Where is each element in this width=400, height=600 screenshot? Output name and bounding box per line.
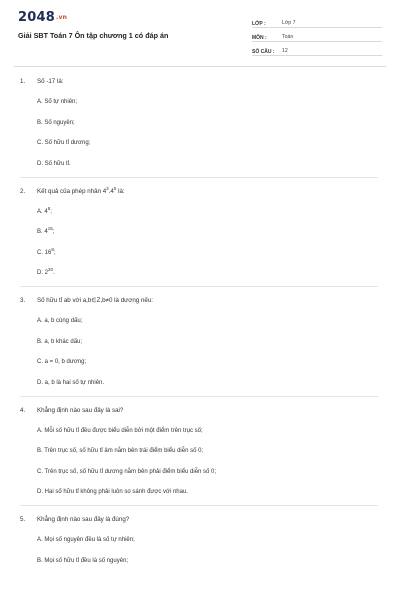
question-text: Khẳng định nào sau đây là đúng? [37, 516, 130, 523]
meta-value: 12 [282, 48, 288, 54]
document-title: Giải SBT Toán 7 Ôn tập chương 1 có đáp án [18, 31, 169, 40]
question-header [20, 185, 380, 196]
question-header [20, 516, 380, 524]
header-divider [14, 66, 386, 67]
question-number: 4. [20, 406, 26, 414]
question-list [20, 78, 380, 565]
meta-value: Lớp 7 [282, 20, 296, 26]
meta-row-subject [252, 30, 382, 42]
question-text: Số -17 là: [37, 78, 64, 85]
document-header [0, 0, 400, 62]
option-c[interactable]: C. Số hữu tỉ dương; [37, 140, 91, 146]
question-divider [20, 177, 378, 178]
question-5 [20, 516, 380, 565]
question-2 [20, 185, 380, 278]
option-list [37, 427, 380, 497]
option-a[interactable]: A. a, b cùng dấu; [37, 318, 83, 324]
option-a[interactable]: A. Mọi số nguyên đều là số tự nhiên; [37, 537, 135, 543]
option-a[interactable]: A. $4^8$; [37, 205, 52, 215]
option-d[interactable]: D. a, b là hai số tự nhiên. [37, 379, 105, 386]
option-a[interactable]: A. Số tự nhiên; [37, 99, 78, 105]
question-text: Số hữu tỉ ab với a,b∈Z,b≠0 là dương nếu: [37, 297, 153, 304]
question-number: 1. [20, 78, 26, 85]
option-a[interactable]: A. Mỗi số hữu tỉ đều được biểu diễn bởi một điểm trên trục số; [37, 427, 203, 434]
logo-main: 2048 [18, 10, 55, 25]
question-header [20, 78, 380, 86]
meta-label: MÔN : [252, 35, 267, 41]
meta-label: SỐ CÂU : [252, 49, 275, 55]
question-3 [20, 297, 380, 387]
meta-row-count [252, 44, 382, 56]
option-b[interactable]: B. Trên trục số, số hữu tỉ âm nằm bên trái điểm biểu diễn số 0; [37, 448, 204, 454]
question-number: 2. [20, 187, 26, 195]
meta-box [252, 16, 382, 58]
option-list [37, 205, 380, 278]
question-number: 3. [20, 297, 26, 304]
option-c[interactable]: C. a = 0, b dương; [37, 359, 87, 365]
question-header [20, 297, 380, 305]
question-number: 5. [20, 516, 26, 523]
meta-label: LỚP : [252, 21, 266, 27]
question-4 [20, 407, 380, 497]
option-d[interactable]: D. Hai số hữu tỉ không phải luôn so sánh được với nhau. [37, 489, 188, 495]
option-c[interactable]: C. Trên trục số, số hữu tỉ dương nằm bên phải điểm biểu diễn số 0; [37, 468, 217, 475]
option-b[interactable]: B. Số nguyên; [37, 119, 75, 126]
option-list [37, 98, 380, 168]
option-b[interactable]: B. $4^{15}$; [37, 226, 55, 235]
question-header [20, 407, 380, 415]
option-c[interactable]: C. $16^8$; [37, 246, 56, 256]
option-d[interactable]: D. $2^{20}$. [37, 267, 55, 276]
question-1 [20, 78, 380, 168]
option-list [37, 317, 380, 387]
question-divider [20, 286, 378, 287]
meta-value: Toán [282, 34, 294, 40]
meta-row-class [252, 16, 382, 28]
logo-sub: .vn [55, 14, 68, 21]
question-text: Khẳng định nào sau đây là sai? [37, 406, 124, 414]
option-d[interactable]: D. Số hữu tỉ. [37, 160, 71, 167]
question-divider [20, 505, 378, 506]
question-divider [20, 396, 378, 397]
option-b[interactable]: B. Mọi số hữu tỉ đều là số nguyên; [37, 557, 129, 564]
option-b[interactable]: B. a, b khác dấu; [37, 338, 83, 345]
option-list [37, 536, 380, 565]
question-text: Kết quả của phép nhân $4^3.4^5$ là: [37, 185, 125, 195]
